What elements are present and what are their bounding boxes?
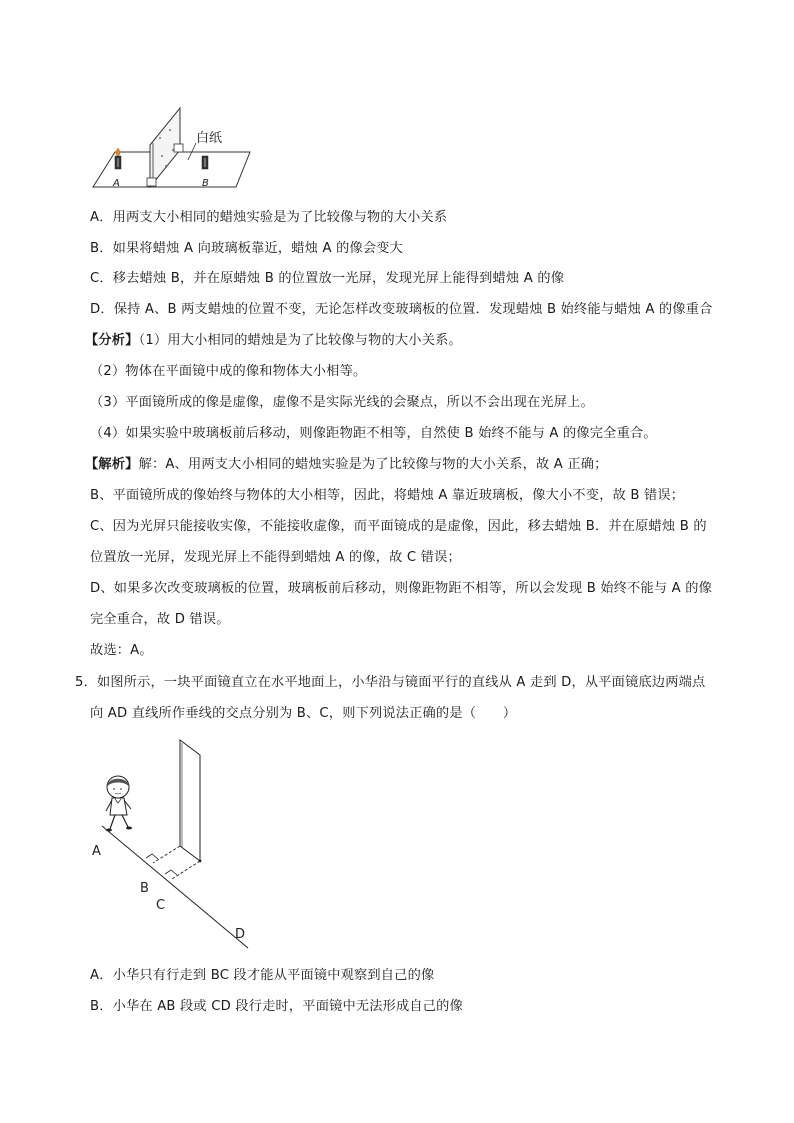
q5-stem-line-2: 向 AD 直线所作垂线的交点分别为 B、C，则下列说法正确的是（ ）	[90, 706, 517, 721]
solution-line-5: D、如果多次改变玻璃板的位置，玻璃板前后移动，则像距物距不相等，所以会发现 B 始终不能与 A 的像	[90, 581, 713, 596]
analysis-p4: （4）如果实验中玻璃板前后移动，则像距物距不相等，自然使 B 始终不能与 A 的像完全重合。	[90, 426, 657, 441]
solution-line-4: 位置放一光屏，发现光屏上不能得到蜡烛 A 的像，故 C 错误；	[90, 550, 461, 565]
analysis-p2: （2）物体在平面镜中成的像和物体大小相等。	[90, 364, 367, 379]
walking-mirror-figure	[88, 735, 258, 950]
q5-stem-line-1: 5．如图所示，一块平面镜直立在水平地面上，小华沿与镜面平行的直线从 A 走到 D，从平面镜底边两端点	[75, 675, 706, 690]
analysis-p1: （1）用大小相同的蜡烛是为了比较像与物的大小关系。	[138, 333, 462, 348]
solution-line-2: B、平面镜所成的像始终与物体的大小相等，因此，将蜡烛 A 靠近玻璃板，像大小不变，故 B 错误；	[90, 488, 685, 503]
solution-line-1	[85, 455, 608, 475]
q5-option-b: B．小华在 AB 段或 CD 段行走时，平面镜中无法形成自己的像	[90, 999, 463, 1014]
analysis-p1-line	[85, 331, 462, 351]
q4-option-c: C．移去蜡烛 B，并在原蜡烛 B 的位置放一光屏，发现光屏上能得到蜡烛 A 的像	[90, 271, 565, 286]
candle-a-label: A	[113, 178, 120, 189]
person-walking-shape	[106, 776, 132, 832]
solution-text-1: 解：A、用两支大小相同的蜡烛实验是为了比较像与物的大小关系，故 A 正确；	[138, 457, 608, 472]
q5-option-a: A．小华只有行走到 BC 段才能从平面镜中观察到自己的像	[90, 968, 435, 983]
solution-line-3: C、因为光屏只能接收实像，不能接收虚像，而平面镜成的是虚像，因此，移去蜡烛 B．并在原蜡烛 B 的	[90, 519, 707, 534]
q4-option-a: A．用两支大小相同的蜡烛实验是为了比较像与物的大小关系	[90, 210, 448, 225]
analysis-p3: （3）平面镜所成的像是虚像，虚像不是实际光线的会聚点，所以不会出现在光屏上。	[90, 395, 594, 410]
point-d-label: D	[235, 927, 246, 942]
q4-option-d: D．保持 A、B 两支蜡烛的位置不变，无论怎样改变玻璃板的位置．发现蜡烛 B 始终能与蜡烛 A 的像重合	[90, 302, 713, 317]
analysis-tag: 【分析】	[85, 333, 139, 348]
candle-b-label: B	[202, 178, 209, 189]
solution-line-6: 完全重合，故 D 错误。	[90, 612, 230, 627]
path-line-ad	[102, 826, 248, 948]
white-paper-label: 白纸	[196, 131, 223, 146]
candle-a-shape	[115, 148, 121, 169]
point-b-label: B	[140, 881, 149, 896]
point-a-label: A	[92, 844, 101, 859]
plane-mirror-shape	[180, 740, 200, 861]
point-c-label: C	[156, 898, 166, 913]
mirror-experiment-figure	[88, 100, 258, 195]
q4-option-b: B．如果将蜡烛 A 向玻璃板靠近，蜡烛 A 的像会变大	[90, 241, 404, 256]
solution-tag: 【解析】	[85, 457, 139, 472]
solution-answer: 故选：A。	[90, 643, 153, 658]
candle-b-shape	[202, 156, 208, 169]
